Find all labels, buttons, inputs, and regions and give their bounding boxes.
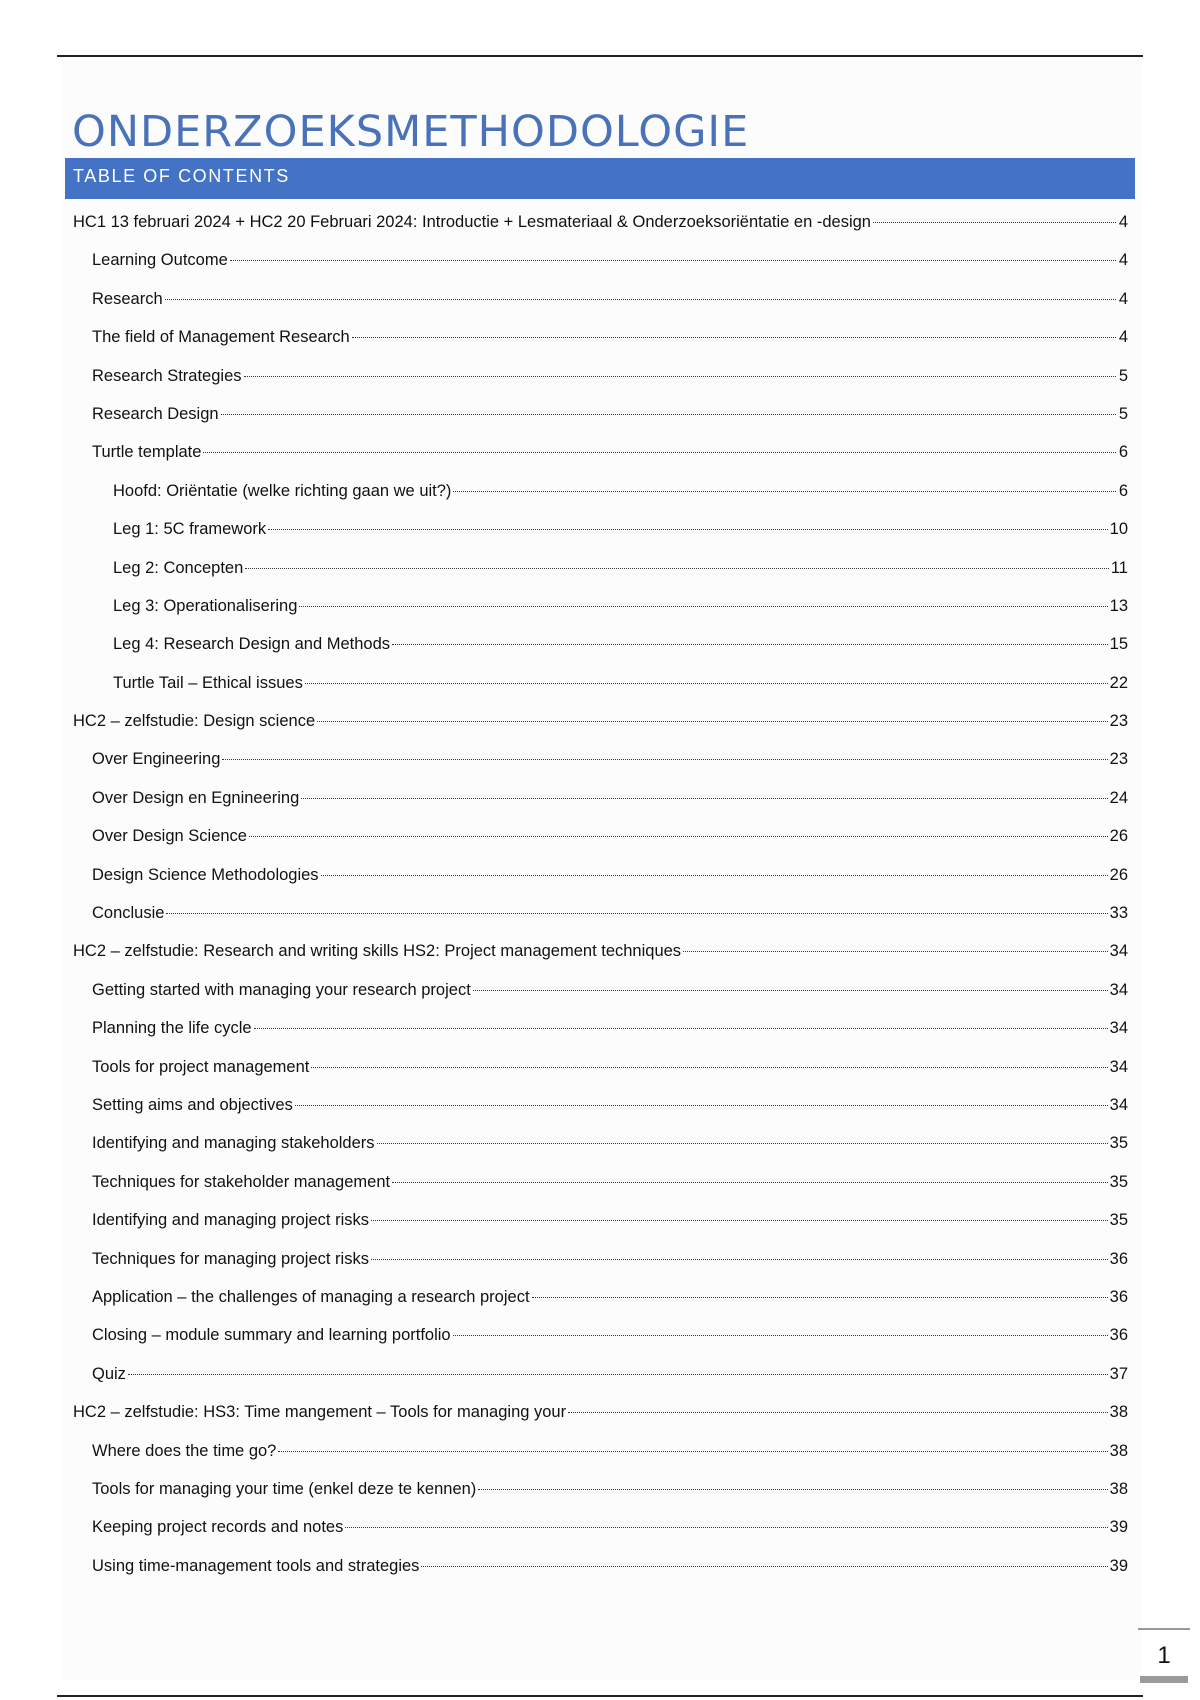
toc-entry-page: 10 — [1109, 520, 1128, 539]
toc-dot-leader — [473, 990, 1108, 991]
toc-entry[interactable] — [73, 1316, 1128, 1354]
toc-entry-title: Closing – module summary and learning portfolio — [92, 1326, 451, 1345]
toc-entry[interactable] — [73, 740, 1128, 778]
toc-entry-page: 39 — [1109, 1518, 1128, 1537]
bottom-rule — [57, 1695, 1143, 1697]
toc-heading: TABLE OF CONTENTS — [65, 158, 1135, 199]
toc-entry[interactable] — [73, 894, 1128, 932]
toc-entry-title: Tools for managing your time (enkel deze te kennen) — [92, 1479, 477, 1498]
toc-dot-leader — [166, 913, 1107, 914]
toc-entry-page: 34 — [1109, 980, 1128, 999]
toc-dot-leader — [311, 1067, 1107, 1068]
toc-entry-title: Research Design — [92, 404, 219, 423]
toc-entry[interactable] — [73, 664, 1128, 702]
toc-entry-page: 26 — [1109, 865, 1128, 884]
toc-entry-title: Hoofd: Oriëntatie (welke richting gaan we uit?) — [113, 481, 452, 500]
toc-entry[interactable] — [73, 817, 1128, 855]
toc-dot-leader — [295, 1105, 1108, 1106]
toc-entry-title: Turtle template — [92, 443, 202, 462]
toc-entry-title: Application – the challenges of managing a research project — [92, 1287, 530, 1306]
toc-dot-leader — [317, 721, 1108, 722]
toc-entry[interactable] — [73, 587, 1128, 625]
toc-entry-title: Planning the life cycle — [92, 1019, 252, 1038]
toc-entry-page: 38 — [1109, 1441, 1128, 1460]
toc-dot-leader — [371, 1220, 1108, 1221]
toc-entry[interactable] — [73, 971, 1128, 1009]
toc-entry-title: Leg 1: 5C framework — [113, 520, 267, 539]
toc-dot-leader — [321, 875, 1108, 876]
toc-entry-title: Research — [92, 289, 163, 308]
table-of-contents — [73, 203, 1128, 1585]
toc-entry-title: Using time-management tools and strategies — [92, 1556, 420, 1575]
page-number-bar — [1140, 1676, 1188, 1683]
toc-entry-page: 4 — [1118, 328, 1128, 347]
toc-entry-title: Quiz — [92, 1364, 126, 1383]
toc-entry-title: The field of Management Research — [92, 328, 350, 347]
toc-entry-page: 5 — [1118, 404, 1128, 423]
toc-entry-page: 24 — [1109, 788, 1128, 807]
toc-dot-leader — [249, 836, 1108, 837]
toc-entry[interactable] — [73, 1124, 1128, 1162]
toc-dot-leader — [345, 1527, 1107, 1528]
toc-entry-page: 38 — [1109, 1403, 1128, 1422]
toc-entry[interactable] — [73, 433, 1128, 471]
toc-entry-title: HC1 13 februari 2024 + HC2 20 Februari 2024: Introductie + Lesmateriaal & Onderzoeksoriëntatie en -design — [73, 213, 871, 231]
toc-entry[interactable] — [73, 280, 1128, 318]
toc-entry-page: 39 — [1109, 1556, 1128, 1575]
toc-entry-page: 11 — [1110, 558, 1128, 577]
page-number-box — [1138, 1628, 1190, 1680]
toc-entry-title: Techniques for managing project risks — [92, 1249, 369, 1268]
page-number: 1 — [1157, 1642, 1171, 1669]
toc-entry-title: Leg 2: Concepten — [113, 558, 244, 577]
toc-entry-page: 23 — [1109, 712, 1128, 731]
toc-entry-title: HC2 – zelfstudie: HS3: Time mangement – Tools for managing your — [73, 1403, 567, 1422]
toc-dot-leader — [683, 951, 1108, 952]
toc-entry-page: 36 — [1109, 1287, 1128, 1306]
toc-entry-page: 34 — [1109, 1019, 1128, 1038]
toc-entry[interactable] — [73, 510, 1128, 548]
toc-entry[interactable] — [73, 1048, 1128, 1086]
toc-entry[interactable] — [73, 1432, 1128, 1470]
toc-dot-leader — [453, 491, 1116, 492]
toc-entry[interactable] — [73, 625, 1128, 663]
toc-entry-page: 4 — [1118, 289, 1128, 308]
toc-dot-leader — [165, 299, 1116, 300]
toc-dot-leader — [478, 1489, 1107, 1490]
toc-entry-title: Learning Outcome — [92, 251, 228, 270]
toc-dot-leader — [268, 529, 1107, 530]
toc-entry-title: HC2 – zelfstudie: Research and writing skills HS2: Project management techniques — [73, 942, 682, 961]
toc-entry-page: 36 — [1109, 1326, 1128, 1345]
toc-entry-title: Over Design en Egnineering — [92, 788, 300, 807]
toc-dot-leader — [278, 1451, 1107, 1452]
toc-entry-title: Conclusie — [92, 904, 165, 923]
toc-dot-leader — [299, 606, 1107, 607]
toc-entry-page: 38 — [1109, 1479, 1128, 1498]
toc-entry-page: 4 — [1118, 213, 1128, 231]
toc-dot-leader — [392, 1182, 1108, 1183]
toc-entry[interactable] — [73, 932, 1128, 970]
toc-entry[interactable] — [73, 318, 1128, 356]
toc-entry[interactable] — [73, 1201, 1128, 1239]
toc-dot-leader — [244, 376, 1117, 377]
toc-entry-title: Turtle Tail – Ethical issues — [113, 673, 303, 692]
toc-entry-page: 37 — [1109, 1364, 1128, 1383]
toc-entry-page: 15 — [1109, 635, 1128, 654]
toc-entry-page: 35 — [1109, 1172, 1128, 1191]
toc-entry[interactable] — [73, 1508, 1128, 1546]
document-title: ONDERZOEKSMETHODOLOGIE — [72, 106, 750, 157]
top-rule — [57, 55, 1143, 57]
toc-entry[interactable] — [73, 549, 1128, 587]
toc-dot-leader — [453, 1335, 1108, 1336]
toc-entry-page: 34 — [1109, 1057, 1128, 1076]
toc-entry[interactable] — [73, 1009, 1128, 1047]
toc-entry-page: 35 — [1109, 1211, 1128, 1230]
toc-entry-page: 22 — [1109, 673, 1128, 692]
toc-entry-title: Leg 4: Research Design and Methods — [113, 635, 391, 654]
toc-dot-leader — [222, 759, 1107, 760]
toc-dot-leader — [230, 260, 1116, 261]
toc-dot-leader — [532, 1297, 1108, 1298]
toc-entry[interactable] — [73, 1393, 1128, 1431]
toc-dot-leader — [377, 1143, 1108, 1144]
toc-dot-leader — [203, 452, 1116, 453]
toc-entry[interactable] — [73, 856, 1128, 894]
toc-entry[interactable] — [73, 702, 1128, 740]
toc-dot-leader — [421, 1566, 1107, 1567]
toc-entry-title: HC2 – zelfstudie: Design science — [73, 712, 316, 731]
toc-dot-leader — [301, 798, 1107, 799]
toc-dot-leader — [305, 683, 1108, 684]
toc-entry-title: Setting aims and objectives — [92, 1095, 293, 1114]
toc-entry[interactable] — [73, 241, 1128, 279]
toc-entry[interactable] — [73, 779, 1128, 817]
toc-entry[interactable] — [73, 1163, 1128, 1201]
toc-entry-page: 5 — [1118, 366, 1128, 385]
toc-dot-leader — [128, 1374, 1108, 1375]
toc-dot-leader — [873, 222, 1116, 223]
toc-entry-title: Identifying and managing stakeholders — [92, 1134, 375, 1153]
toc-dot-leader — [568, 1412, 1108, 1413]
toc-entry-page: 35 — [1109, 1134, 1128, 1153]
toc-entry[interactable] — [73, 472, 1128, 510]
toc-entry-page: 4 — [1118, 251, 1128, 270]
toc-entry[interactable] — [73, 395, 1128, 433]
toc-entry-title: Techniques for stakeholder management — [92, 1172, 391, 1191]
toc-entry-title: Over Design Science — [92, 827, 247, 846]
toc-entry-page: 34 — [1109, 1095, 1128, 1114]
toc-entry-title: Where does the time go? — [92, 1441, 277, 1460]
toc-dot-leader — [371, 1259, 1108, 1260]
toc-entry-page: 26 — [1109, 827, 1128, 846]
toc-entry[interactable] — [73, 1470, 1128, 1508]
toc-entry-title: Identifying and managing project risks — [92, 1211, 369, 1230]
toc-entry[interactable] — [73, 1086, 1128, 1124]
toc-entry-page: 6 — [1118, 443, 1128, 462]
toc-entry-title: Over Engineering — [92, 750, 221, 769]
toc-entry-title: Getting started with managing your research project — [92, 980, 471, 999]
toc-entry-page: 13 — [1109, 596, 1128, 615]
toc-entry-title: Leg 3: Operationalisering — [113, 596, 298, 615]
toc-entry[interactable] — [73, 1240, 1128, 1278]
toc-entry-title: Research Strategies — [92, 366, 242, 385]
toc-entry[interactable] — [73, 1278, 1128, 1316]
toc-entry[interactable] — [73, 203, 1128, 241]
toc-entry[interactable] — [73, 1547, 1128, 1585]
toc-dot-leader — [352, 337, 1116, 338]
toc-entry-page: 23 — [1109, 750, 1128, 769]
toc-entry-title: Tools for project management — [92, 1057, 310, 1076]
toc-entry[interactable] — [73, 357, 1128, 395]
toc-entry-page: 34 — [1109, 942, 1128, 961]
toc-entry[interactable] — [73, 1355, 1128, 1393]
toc-entry-page: 33 — [1109, 904, 1128, 923]
toc-entry-page: 36 — [1109, 1249, 1128, 1268]
toc-dot-leader — [245, 568, 1109, 569]
toc-dot-leader — [254, 1028, 1108, 1029]
toc-entry-title: Design Science Methodologies — [92, 865, 319, 884]
toc-dot-leader — [221, 414, 1116, 415]
toc-dot-leader — [392, 644, 1108, 645]
toc-entry-title: Keeping project records and notes — [92, 1518, 344, 1537]
toc-entry-page: 6 — [1118, 481, 1128, 500]
